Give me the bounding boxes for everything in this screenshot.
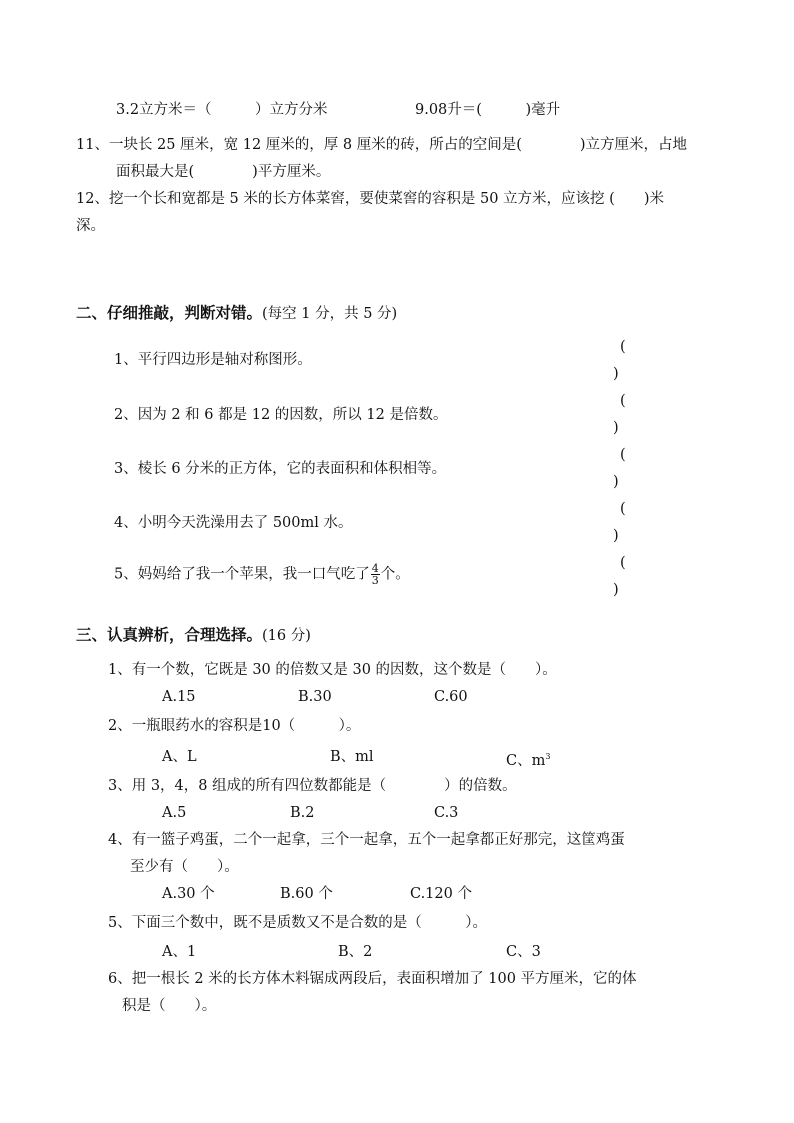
mc-q1: 1、有一个数，它既是 30 的倍数又是 30 的因数，这个数是（ ）。: [108, 662, 557, 678]
mc-q2: 2、一瓶眼药水的容积是10（ ）。: [108, 718, 361, 734]
answer-bracket-open[interactable]: (: [620, 555, 626, 571]
mc-q1-option-c[interactable]: C.60: [434, 689, 468, 705]
mc-q5-option-b[interactable]: B、2: [338, 944, 373, 960]
q10-line-a2: 9.08升＝( )毫升: [415, 102, 561, 118]
answer-bracket-open[interactable]: (: [620, 339, 626, 355]
superscript: 3: [545, 752, 551, 761]
mc-q5-option-a[interactable]: A、1: [162, 944, 197, 960]
tf-item-5-suffix: 个。: [380, 566, 410, 583]
mc-q5-option-c[interactable]: C、3: [506, 944, 541, 960]
answer-bracket-close: ): [613, 366, 619, 382]
answer-bracket-open[interactable]: (: [620, 393, 626, 409]
answer-bracket-open[interactable]: (: [620, 501, 626, 517]
q10-line-a1: 3.2立方米＝（ ）立方分米: [116, 102, 328, 118]
mc-q6-line2: 积是（ ）。: [122, 998, 217, 1014]
mc-q4-option-b[interactable]: B.60 个: [280, 886, 333, 902]
fraction: [371, 563, 380, 586]
mc-q1-option-a[interactable]: A.15: [162, 689, 196, 705]
mc-q3: 3、用 3，4，8 组成的所有四位数都能是（ ）的倍数。: [108, 778, 517, 794]
section3-title: 三、认真辨析，合理选择。: [76, 626, 263, 644]
answer-bracket-close: ): [613, 582, 619, 598]
tf-item-1: 1、平行四边形是轴对称图形。: [114, 352, 312, 368]
tf-item-3: 3、棱长 6 分米的正方体，它的表面积和体积相等。: [114, 461, 447, 477]
mc-q6-line1: 6、把一根长 2 米的长方体木料锯成两段后，表面积增加了 100 平方厘米，它的体: [108, 971, 637, 987]
section2-title: 二、仔细推敲，判断对错。: [76, 304, 263, 322]
mc-q2-option-b[interactable]: B、ml: [330, 749, 374, 765]
mc-q4-line2: 至少有（ ）。: [130, 859, 239, 875]
q11-line1: 11、一块长 25 厘米，宽 12 厘米的，厚 8 厘米的砖，所占的空间是( )立方厘米，占地: [76, 137, 688, 153]
q12-line2: 深。: [76, 218, 105, 234]
answer-bracket-open[interactable]: (: [620, 447, 626, 463]
mc-q3-option-a[interactable]: A.5: [162, 805, 187, 821]
mc-q1-option-b[interactable]: B.30: [298, 689, 332, 705]
fraction-numerator: 4: [371, 562, 379, 575]
tf-item-5-text: 5、妈妈给了我一个苹果，我一口气吃了: [114, 566, 370, 583]
q11-line2: 面积最大是( )平方厘米。: [116, 164, 331, 180]
tf-item-4: 4、小明今天洗澡用去了 500ml 水。: [114, 515, 353, 531]
tf-item-5: [114, 563, 410, 586]
mc-q3-option-c[interactable]: C.3: [434, 805, 459, 821]
answer-bracket-close: ): [613, 420, 619, 436]
section2-note: (每空 1 分，共 5 分): [262, 306, 398, 322]
q12-line1: 12、挖一个长和宽都是 5 米的长方体菜窖，要使菜窖的容积是 50 立方米，应该挖 ( )米: [76, 191, 664, 207]
mc-q3-option-b[interactable]: B.2: [290, 805, 315, 821]
mc-q2-option-a[interactable]: A、L: [162, 749, 197, 765]
answer-bracket-close: ): [613, 528, 619, 544]
mc-q4-option-a[interactable]: A.30 个: [162, 886, 215, 902]
tf-item-2: 2、因为 2 和 6 都是 12 的因数，所以 12 是倍数。: [114, 407, 448, 423]
mc-q2-option-c-text: C、m: [506, 752, 546, 769]
mc-q4-option-c[interactable]: C.120 个: [410, 886, 472, 902]
mc-q5: 5、下面三个数中，既不是质数又不是合数的是（ ）。: [108, 915, 487, 931]
mc-q4-line1: 4、有一篮子鸡蛋，二个一起拿，三个一起拿，五个一起拿都正好那完，这筐鸡蛋: [108, 832, 625, 848]
answer-bracket-close: ): [613, 474, 619, 490]
mc-q2-option-c[interactable]: [506, 747, 550, 771]
section3-note: (16 分): [262, 628, 311, 644]
fraction-denominator: 3: [371, 574, 379, 587]
section3-heading: [76, 625, 311, 646]
section2-heading: [76, 303, 397, 324]
